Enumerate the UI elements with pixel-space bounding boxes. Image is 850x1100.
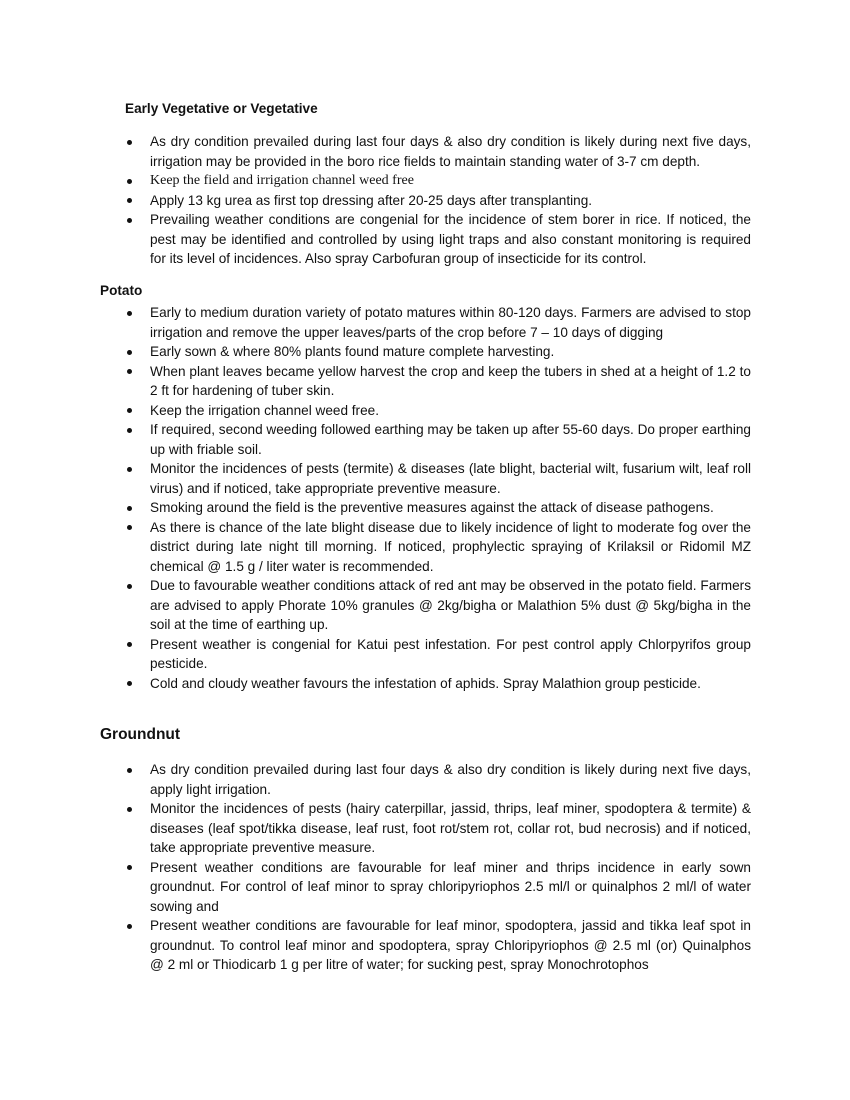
list-item: Keep the irrigation channel weed free. <box>125 401 751 421</box>
list-item: Smoking around the field is the preventive measures against the attack of disease pathogens. <box>125 498 751 518</box>
list-item: As there is chance of the late blight disease due to likely incidence of light to moderate fog over the district during late night till morning. If noticed, prophylectic spraying of Krilaksil or Ridomil MZ chemical @ 1.5 g / liter water is recommended. <box>125 518 751 577</box>
list-item: Due to favourable weather conditions attack of red ant may be observed in the potato field. Farmers are advised to apply Phorate 10% granules @ 2kg/bigha or Malathion 5% dust @ 5kg/bigha in the soil at the time of earthing up. <box>125 576 751 635</box>
potato-advisory-list <box>125 303 751 693</box>
list-item: Monitor the incidences of pests (hairy caterpillar, jassid, thrips, leaf miner, spodoptera & termite) & diseases (leaf spot/tikka disease, leaf rust, foot rot/stem rot, collar rot, bud necrosis) and if noticed, take appropriate preventive measure. <box>125 799 751 858</box>
list-item: Present weather conditions are favourable for leaf miner and thrips incidence in early sown groundnut. For control of leaf minor to spray chloripyriophos 2.5 ml/l or quinalphos 2 ml/l of water sowing and <box>125 858 751 917</box>
groundnut-advisory-list <box>125 760 751 975</box>
rice-stage-heading: Early Vegetative or Vegetative <box>125 101 318 116</box>
list-item: Monitor the incidences of pests (termite) & diseases (late blight, bacterial wilt, fusarium wilt, leaf roll virus) and if noticed, take appropriate preventive measure. <box>125 459 751 498</box>
potato-heading: Potato <box>100 283 143 298</box>
list-item: When plant leaves became yellow harvest the crop and keep the tubers in shed at a height of 1.2 to 2 ft for hardening of tuber skin. <box>125 362 751 401</box>
list-item: Keep the field and irrigation channel weed free <box>125 171 751 191</box>
list-item: As dry condition prevailed during last four days & also dry condition is likely during next five days, irrigation may be provided in the boro rice fields to maintain standing water of 3-7 cm depth. <box>125 132 751 171</box>
list-item: If required, second weeding followed earthing may be taken up after 55-60 days. Do proper earthing up with friable soil. <box>125 420 751 459</box>
list-item: Present weather conditions are favourable for leaf minor, spodoptera, jassid and tikka leaf spot in groundnut. To control leaf minor and spodoptera, spray Chloripyriophos @ 2.5 ml (or) Quinalphos @ 2 ml or Thiodicarb 1 g per litre of water; for sucking pest, spray Monochrotophos <box>125 916 751 975</box>
list-item: Apply 13 kg urea as first top dressing after 20-25 days after transplanting. <box>125 191 751 211</box>
groundnut-heading: Groundnut <box>100 726 181 743</box>
rice-advisory-list <box>125 132 751 269</box>
list-item: Prevailing weather conditions are congenial for the incidence of stem borer in rice. If noticed, the pest may be identified and controlled by using light traps and also constant monitoring is required for its level of incidences. Also spray Carbofuran group of insecticide for its control. <box>125 210 751 269</box>
list-item: As dry condition prevailed during last four days & also dry condition is likely during next five days, apply light irrigation. <box>125 760 751 799</box>
list-item: Early sown & where 80% plants found mature complete harvesting. <box>125 342 751 362</box>
list-item: Cold and cloudy weather favours the infestation of aphids. Spray Malathion group pesticide. <box>125 674 751 694</box>
list-item: Present weather is congenial for Katui pest infestation. For pest control apply Chlorpyrifos group pesticide. <box>125 635 751 674</box>
list-item: Early to medium duration variety of potato matures within 80-120 days. Farmers are advised to stop irrigation and remove the upper leaves/parts of the crop before 7 – 10 days of digging <box>125 303 751 342</box>
